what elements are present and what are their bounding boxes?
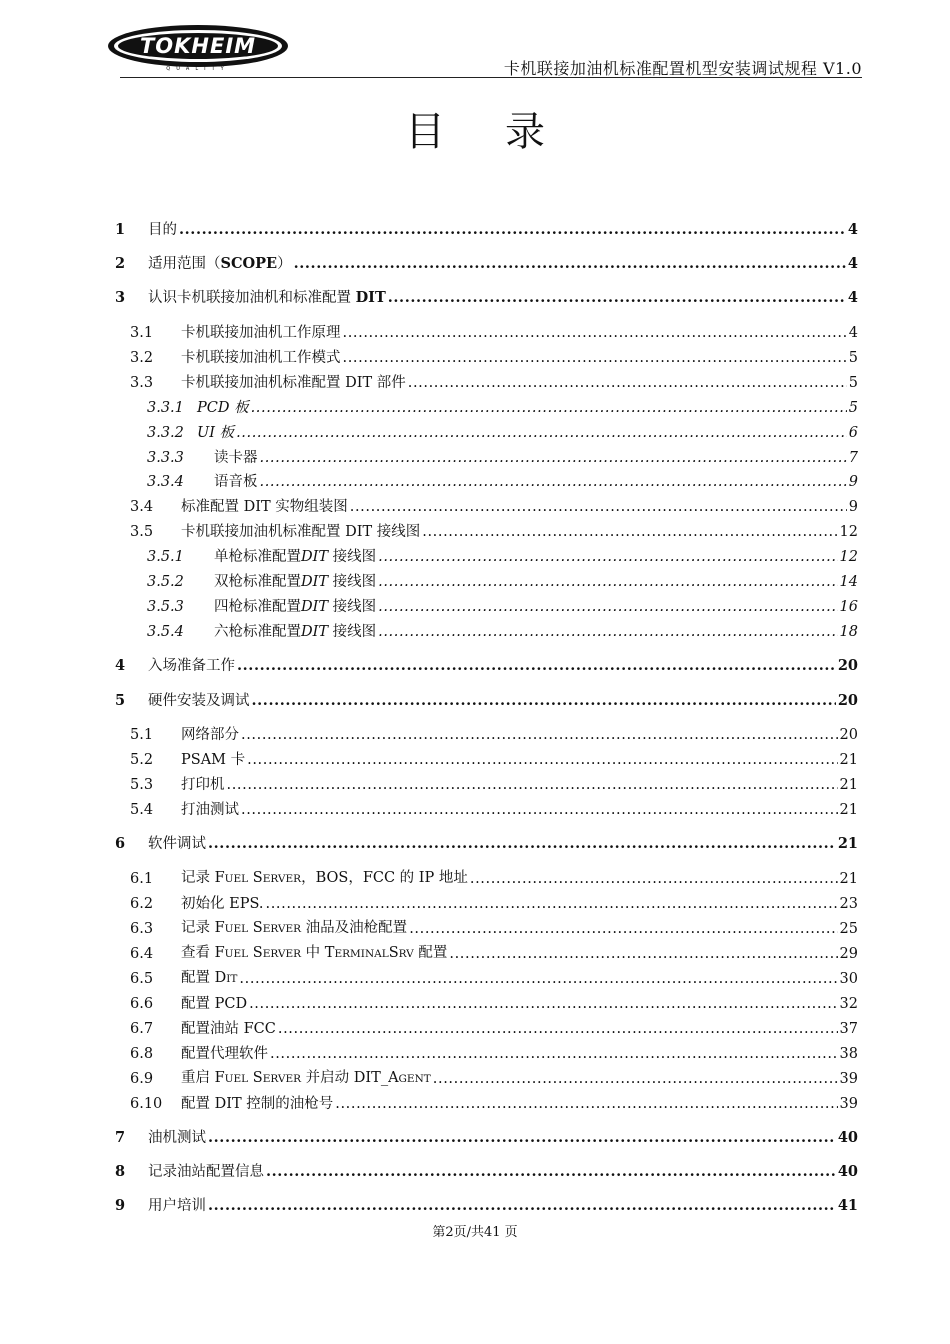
toc-title: 卡机联接加油机工作模式	[181, 350, 341, 366]
header-divider	[120, 77, 862, 78]
toc-number: 2	[115, 255, 126, 272]
toc-page: 9	[848, 474, 858, 490]
document-header-title: 卡机联接加油机标准配置机型安装调试规程 V1.0	[503, 59, 862, 78]
toc-page: 21	[839, 802, 858, 818]
toc-number: 3.3.4	[147, 474, 184, 490]
toc-entry[interactable]	[0, 347, 950, 369]
toc-title: 记录 FUEL SERVER，BOS，FCC 的 IP 地址	[181, 870, 468, 886]
toc-entry[interactable]	[0, 571, 950, 593]
toc-number: 6	[115, 835, 126, 852]
toc-title: 适用范围（SCOPE）	[148, 255, 292, 272]
toc-title: 网络部分	[181, 727, 239, 743]
toc-title: 六枪标准配置DIT 接线图	[214, 624, 377, 640]
toc-heading: 目录	[405, 109, 605, 155]
toc-page: 18	[839, 624, 858, 640]
toc-page: 37	[839, 1021, 858, 1037]
toc-title: 打油测试	[181, 802, 239, 818]
toc-number: 3.5.1	[147, 549, 184, 565]
toc-number: 1	[115, 221, 126, 238]
toc-page: 7	[848, 450, 858, 466]
toc-page: 21	[839, 871, 858, 887]
toc-page: 40	[837, 1129, 858, 1146]
toc-page: 9	[848, 499, 858, 515]
toc-number: 3.5	[130, 524, 154, 540]
toc-number: 5.2	[130, 752, 154, 768]
toc-title: 配置油站 FCC	[181, 1021, 276, 1037]
svg-text:TOKHEIM: TOKHEIM	[139, 34, 257, 58]
toc-entry[interactable]	[0, 447, 950, 469]
toc-title: 四枪标准配置DIT 接线图	[214, 599, 377, 615]
toc-title: 记录油站配置信息	[148, 1164, 264, 1180]
toc-number: 7	[115, 1129, 126, 1146]
toc-entry[interactable]	[0, 868, 950, 890]
toc-entry[interactable]	[0, 596, 950, 618]
toc-page: 41	[837, 1197, 858, 1214]
toc-entry[interactable]	[0, 253, 950, 275]
toc-title: UI 板	[197, 425, 235, 441]
toc-page: 23	[839, 896, 858, 912]
toc-number: 3.4	[130, 499, 154, 515]
toc-number: 3	[115, 289, 126, 306]
toc-entry[interactable]	[0, 799, 950, 821]
toc-entry[interactable]	[0, 1043, 950, 1065]
toc-page: 6	[848, 425, 858, 441]
toc-entry[interactable]	[0, 774, 950, 796]
toc-title: 入场准备工作	[148, 658, 235, 674]
toc-number: 3.2	[130, 350, 154, 366]
toc-page: 4	[847, 289, 858, 306]
toc-title: 油机测试	[148, 1130, 206, 1146]
toc-entry[interactable]	[0, 1018, 950, 1040]
toc-page: 16	[839, 599, 858, 615]
toc-number: 5	[115, 692, 126, 709]
toc-entry[interactable]	[0, 397, 950, 419]
toc-page: 30	[839, 971, 858, 987]
toc-number: 6.3	[130, 921, 154, 937]
toc-entry[interactable]	[0, 471, 950, 493]
toc-entry[interactable]	[0, 655, 950, 677]
toc-title: 软件调试	[148, 836, 206, 852]
toc-entry[interactable]	[0, 749, 950, 771]
toc-page: 40	[837, 1163, 858, 1180]
toc-title: 卡机联接加油机标准配置 DIT 接线图	[181, 524, 421, 540]
toc-number: 6.5	[130, 971, 154, 987]
toc-entry[interactable]	[0, 621, 950, 643]
toc-entry[interactable]	[0, 322, 950, 344]
toc-number: 6.7	[130, 1021, 154, 1037]
toc-entry[interactable]	[0, 287, 950, 309]
toc-title: 卡机联接加油机工作原理	[181, 325, 341, 341]
toc-page: 14	[839, 574, 858, 590]
toc-number: 3.5.4	[147, 624, 184, 640]
toc-page: 5	[848, 375, 858, 391]
toc-title: 配置代理软件	[181, 1046, 268, 1062]
toc-title: 认识卡机联接加油机和标准配置 DIT	[148, 289, 386, 306]
toc-title: 配置 PCD	[181, 996, 248, 1012]
toc-page: 5	[848, 350, 858, 366]
toc-title: 记录 FUEL SERVER 油品及油枪配置	[181, 920, 408, 936]
toc-title: 初始化 EPS.	[181, 896, 264, 912]
toc-entry[interactable]	[0, 496, 950, 518]
toc-number: 3.5.2	[147, 574, 184, 590]
toc-entry[interactable]	[0, 219, 950, 241]
toc-page: 39	[839, 1071, 858, 1087]
toc-entry[interactable]	[0, 893, 950, 915]
toc-page: 25	[839, 921, 858, 937]
toc-number: 3.3	[130, 375, 154, 391]
toc-entry[interactable]	[0, 724, 950, 746]
toc-number: 3.3.1	[147, 400, 184, 416]
toc-page: 21	[839, 777, 858, 793]
toc-entry[interactable]	[0, 1127, 950, 1149]
toc-number: 4	[115, 657, 126, 674]
toc-title: PSAM 卡	[181, 752, 246, 768]
tokheim-logo	[105, 22, 291, 74]
toc-entry[interactable]	[0, 943, 950, 965]
toc-number: 8	[115, 1163, 126, 1180]
toc-number: 6.9	[130, 1071, 154, 1087]
toc-page: 32	[839, 996, 858, 1012]
toc-page: 12	[839, 524, 858, 540]
toc-number: 5.1	[130, 727, 154, 743]
toc-title: 配置 DIT	[181, 970, 238, 986]
toc-page: 20	[837, 657, 858, 674]
toc-entry[interactable]	[0, 372, 950, 394]
svg-text:QUALITY: QUALITY	[166, 66, 230, 72]
toc-title: 配置 DIT 控制的油枪号	[181, 1096, 334, 1112]
toc-title: 用户培训	[148, 1198, 206, 1214]
toc-page: 20	[837, 692, 858, 709]
toc-entry[interactable]	[0, 1195, 950, 1217]
toc-entry[interactable]	[0, 1093, 950, 1115]
toc-entry[interactable]	[0, 521, 950, 543]
toc-number: 3.1	[130, 325, 154, 341]
toc-title: 目的	[148, 222, 177, 238]
toc-page: 4	[847, 255, 858, 272]
toc-entry[interactable]	[0, 968, 950, 990]
toc-number: 6.10	[130, 1096, 163, 1112]
toc-number: 9	[115, 1197, 126, 1214]
toc-page: 21	[839, 752, 858, 768]
toc-number: 3.3.3	[147, 450, 184, 466]
toc-title: PCD 板	[197, 400, 249, 416]
toc-number: 6.8	[130, 1046, 154, 1062]
toc-number: 6.6	[130, 996, 154, 1012]
toc-title: 标准配置 DIT 实物组装图	[181, 499, 348, 515]
toc-entry[interactable]	[0, 993, 950, 1015]
toc-number: 5.4	[130, 802, 154, 818]
toc-title: 语音板	[214, 474, 258, 490]
toc-title: 单枪标准配置DIT 接线图	[214, 549, 377, 565]
toc-page: 29	[839, 946, 858, 962]
toc-number: 6.2	[130, 896, 154, 912]
toc-page: 38	[839, 1046, 858, 1062]
toc-page: 5	[848, 400, 858, 416]
toc-entry[interactable]	[0, 546, 950, 568]
toc-title: 硬件安装及调试	[148, 693, 250, 709]
toc-entry[interactable]	[0, 918, 950, 940]
toc-number: 3.3.2	[147, 425, 184, 441]
toc-page: 21	[837, 835, 858, 852]
page-footer: 第2页/共41 页	[432, 1225, 518, 1240]
toc-title: 卡机联接加油机标准配置 DIT 部件	[181, 375, 406, 391]
toc-title: 打印机	[181, 777, 225, 793]
toc-title: 重启 FUEL SERVER 并启动 DIT_AGENT	[181, 1070, 431, 1086]
toc-page: 20	[839, 727, 858, 743]
toc-number: 6.4	[130, 946, 154, 962]
toc-title: 双枪标准配置DIT 接线图	[214, 574, 377, 590]
toc-page: 12	[839, 549, 858, 565]
toc-entry[interactable]	[0, 690, 950, 712]
toc-title: 查看 FUEL SERVER 中 TERMINALSRV 配置	[181, 945, 448, 961]
toc-page: 39	[839, 1096, 858, 1112]
toc-entry[interactable]	[0, 833, 950, 855]
toc-page: 4	[847, 221, 858, 238]
toc-entry[interactable]	[0, 422, 950, 444]
toc-number: 6.1	[130, 871, 154, 887]
toc-entry[interactable]	[0, 1068, 950, 1090]
toc-number: 3.5.3	[147, 599, 184, 615]
toc-number: 5.3	[130, 777, 154, 793]
toc-page: 4	[848, 325, 858, 341]
toc-entry[interactable]	[0, 1161, 950, 1183]
toc-title: 读卡器	[214, 450, 258, 466]
